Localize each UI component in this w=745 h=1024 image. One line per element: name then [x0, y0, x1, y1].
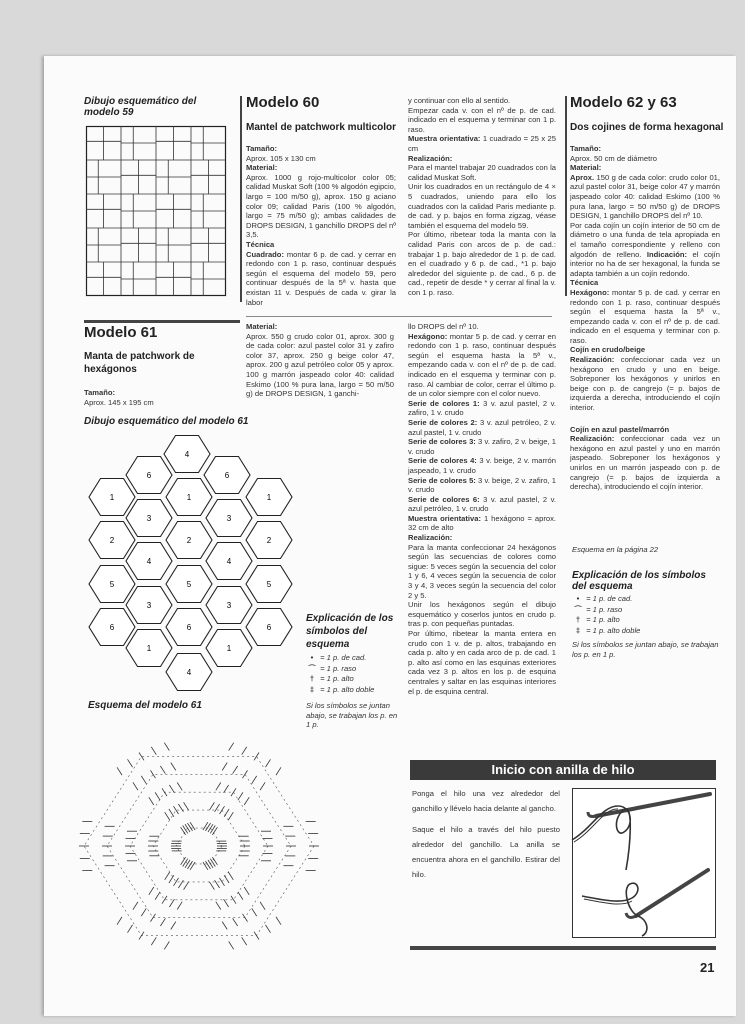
hexagon-number: 3 [146, 601, 152, 610]
chart-stitch [133, 782, 138, 790]
hexagon-number: 1 [109, 493, 115, 502]
m6263-bold: Cojín en crudo/beige [570, 345, 646, 355]
chart-stitch [184, 802, 189, 810]
m61-legend-item: ‡ = 1 p. alto doble [306, 685, 398, 696]
m6263-bold: Material: [570, 163, 602, 173]
m61c2-para: llo DROPS del nº 10. [408, 322, 479, 331]
chart-stitch [149, 887, 154, 895]
chart-stitch [224, 809, 229, 817]
chart-stitch [155, 792, 160, 800]
m6263-symbol-icon: • [576, 594, 580, 603]
m6263-symbol-icon: † [575, 615, 581, 624]
chart-stitch [215, 804, 220, 812]
chart-stitch [169, 875, 174, 883]
m6263-bold: Realización: [570, 434, 615, 444]
m60c1-bold: Tamaño: [246, 144, 278, 153]
m61-symbol-icon: ⌒ [308, 663, 316, 673]
chart-stitch [266, 925, 271, 933]
m61c2-para: Serie de colores 1: 3 v. azul pastel, 2 v. zafiro, 1 v. crudo [408, 398, 556, 418]
m6263-para: Realización: confeccionar cada vez un hexágono en crudo y uno en beige. Sobreponer los hexágonos y unirlos en beige con p. de cangrejo (= p. bajos de izquierda a derecha, introduciendo el cojín interior. [570, 355, 720, 413]
m61c1-bold: Material: [246, 322, 278, 331]
m61c2-para: Muestra orientativa: 1 hexágono = aprox. 32 cm de alto [408, 513, 556, 533]
hexagon-number: 6 [224, 471, 230, 480]
chart-stitch [229, 743, 234, 751]
chart-stitch [162, 788, 167, 796]
m6263-symbol-icon: ‡ [575, 625, 581, 635]
chart-stitch [117, 917, 122, 925]
hexagon-number: 2 [109, 536, 115, 545]
m61-size-label: Tamaño: [84, 388, 116, 397]
m61c2-para: Serie de colores 5: 3 v. beige, 2 v. zafiro, 1 v. crudo [408, 475, 556, 495]
m6263-para: Realización: confeccionar cada vez un hexágono en azul pastel y uno en marrón jaspeado. Sobreponer los hexágonos y unirlos en un marrón jaspeado con p. de cangrejo (= p. bajos de izquierda a derecha), introduciendo el cojín interior. [570, 434, 720, 492]
hexagon-number: 6 [266, 623, 272, 632]
chart-stitch [224, 785, 229, 793]
chart-stitch [252, 776, 257, 784]
hexagon-number: 1 [266, 493, 272, 502]
m6263-bold: Hexágono: [570, 287, 610, 297]
chart-stitch [178, 804, 183, 812]
m6263-bold: Aprox. [570, 172, 595, 182]
hexagon-number: 4 [226, 557, 232, 566]
m6263-bold: Realización: [570, 355, 615, 365]
m61-legend-item: • = 1 p. de cad. [306, 653, 398, 664]
chart-stitch [224, 899, 229, 907]
m60c1-para: Aprox. 1000 g rojo-multicolor color 05; calidad Muskat Soft (100 % algodón egipcio, largo = 100 m/50 g), aprox. 150 g aciano color 09; calidad Paris (100 % algodón, largo = 75 m/50 g); ambas calidades de DROPS DESIGN, 1 ganchillo DROPS del nº 3,5. [246, 172, 396, 240]
m60c2-para: Unir los cuadrados en un rectángulo de 4 × 5 cuadrados, uniendo para ello los cuadrados con la calidad Paris mediante p. de cad. y p. bajos en forma zigzag, véase también el esquema del modelo 59. [408, 182, 556, 230]
m59-diagram-title: Dibujo esquemático del modelo 59 [84, 96, 197, 118]
chart-stitch [151, 770, 156, 778]
chart-stitch [222, 922, 227, 930]
m60c1-bold: Material: [246, 163, 278, 173]
m6263-symbol-icon: ⌒ [574, 604, 582, 614]
chart-stitch [228, 872, 233, 880]
chart-stitch [149, 797, 154, 805]
chart-stitch [209, 882, 214, 890]
chart-stitch [238, 792, 243, 800]
m61c2-bold: Serie de colores 2: [408, 417, 478, 427]
m6263-page-ref: Esquema en la página 22 [572, 545, 659, 554]
chart-stitch [276, 767, 281, 775]
m6263-bold: Cojín en azul pastel/marrón [570, 424, 670, 434]
chart-stitch [216, 902, 221, 910]
chart-stitch [216, 783, 221, 791]
chart-stitch [184, 882, 189, 890]
hexagon-number: 4 [186, 668, 192, 677]
m6263-para: Por cada cojín un cojín interior de 50 cm de diámetro o una funda de tela apropiada en el tamaño correspondiente y relleno con algodón de relleno. Indicación: el cojín interior no ha de ser hexagonal, la funda se adapta también a un cojín redondo. [570, 220, 720, 278]
m61-legend-item: † = 1 p. alto [306, 674, 398, 685]
chart-stitch [220, 878, 225, 886]
hexagon-number: 1 [186, 493, 192, 502]
m60c2-bold: Muestra orientativa: [408, 134, 481, 144]
chart-stitch [233, 766, 238, 774]
hexagon-number: 1 [226, 644, 232, 653]
chart-stitch [164, 743, 169, 751]
m61-symbol-icon: • [310, 653, 314, 662]
hexagon-number: 5 [266, 580, 272, 589]
m61-title: Modelo 61 [84, 324, 158, 341]
chart-stitch [252, 908, 257, 916]
inicio-banner: Inicio con anilla de hilo [410, 760, 716, 780]
chart-stitch [178, 880, 183, 888]
chart-stitch [242, 937, 247, 945]
chart-stitch [169, 809, 174, 817]
chart-stitch [254, 932, 259, 940]
chart-stitch [151, 937, 156, 945]
m61c2-para: Serie de colores 6: 3 v. azul pastel, 2 v. azul petróleo, 1 v. crudo [408, 494, 556, 514]
m61c2-bold: Serie de colores 1: [408, 398, 480, 408]
m60c2-para: Para el mantel trabajar 20 cuadrados con la calidad Muskat Soft. [408, 163, 556, 182]
inicio-para: Ponga el hilo una vez alrededor del ganchillo y llévelo hacia delante al gancho. [412, 789, 560, 813]
m61c2-para: Por último, ribetear la manta entera en crudo con 1 v. de p. altos, trabajando en cada p. alto y en cada arco de p. de cad. 1 p. alto así como en las esquinas exteriores cada vez 3 p. altos en los p. de esquina centrales y saltar en las esquinas interiores el p. de esquina central. [408, 629, 556, 696]
m6263-para: Aprox. 50 cm de diámetro [570, 153, 657, 163]
m61-subtitle: Manta de patchwork de hexágonos [84, 351, 195, 375]
chart-stitch [165, 872, 170, 880]
m6263-para: Aprox. 150 g de cada color: crudo color 01, azul pastel color 31, beige color 47 y marrón jaspeado color 40: calidad Eskimo (100 % pura lana, largo = 50 m/50 g) de DROPS DESIGN, 1 ganchillo DROPS del nº 10. [570, 172, 720, 221]
chart-stitch [244, 797, 249, 805]
m60c2-bold: Realización: [408, 153, 453, 163]
chart-stitch [220, 806, 225, 814]
m60-subtitle: Mantel de patchwork multicolor [246, 122, 397, 133]
m61-chart-title: Esquema del modelo 61 [88, 700, 202, 711]
m60-title: Modelo 60 [246, 94, 320, 111]
m61c2-para: Hexágono: montar 5 p. de cad. y cerrar en redondo con 1 p. raso, continuar después según el esquema hasta la 5ª v., empezando cada v. con el nº de p. de cad. indicado en el esquema y terminar con p. raso. Al cambiar de color, cerrar el último p. de un color siempre con el color nuevo. [408, 331, 556, 399]
m6263-legend-item: † = 1 p. alto [572, 615, 722, 626]
m6263-subtitle: Dos cojines de forma hexagonal [570, 122, 724, 133]
yarn-loop-illustration [572, 788, 716, 938]
chart-stitch [260, 782, 265, 790]
chart-stitch [164, 942, 169, 950]
m6263-legend-item: ⌒ = 1 p. raso [572, 605, 722, 616]
hexagon-number: 4 [146, 557, 152, 566]
chart-stitch [139, 932, 144, 940]
hexagon-number: 2 [186, 536, 192, 545]
chart-stitch [165, 812, 170, 820]
hexagon-number: 6 [146, 471, 152, 480]
inicio-text [412, 786, 560, 888]
m61c2-bold: Serie de colores 5: [408, 475, 476, 485]
chart-round [176, 828, 222, 864]
chart-stitch [266, 759, 271, 767]
m6263-legend-note: Si los símbolos se juntan abajo, se trabajan los p. en 1 p. [572, 640, 719, 659]
chart-stitch [171, 763, 176, 771]
chart-stitch [222, 763, 227, 771]
chart-stitch [171, 922, 176, 930]
hexagon-number: 6 [109, 623, 115, 632]
m61c2-para: Unir los hexágonos según el dibujo esquemático y coserlos juntos en crudo p. tras p. con pequeñas puntadas. [408, 600, 556, 629]
hexagon-number: 2 [266, 536, 272, 545]
m6263-legend-title: Explicación de los símbolos del esquema [572, 570, 706, 592]
m61-symbol-icon: ‡ [309, 684, 315, 694]
chart-stitch [209, 802, 214, 810]
chart-stitch [254, 753, 259, 761]
m6263-para: Hexágono: montar 5 p. de cad. y cerrar en redondo con 1 p. raso, continuar después según el esquema hasta la 5ª v., empezando cada v. con el nº de p. de cad. indicado en el esquema y terminar con p. raso. [570, 287, 720, 345]
chart-stitch [177, 783, 182, 791]
chart-stitch [243, 770, 248, 778]
hexagon-number: 3 [226, 514, 232, 523]
hexagon-number: 4 [184, 450, 190, 459]
chart-stitch [141, 908, 146, 916]
chart-stitch [224, 875, 229, 883]
m60c2-para: Por último, ribetear toda la manta con la calidad Paris con arcos de p. de cad.: trabajar 1 p. bajo alrededor de 1 p. de cad. en el cuadrado y 6 p. de cad., *1 p. bajo alrededor del siguiente p. de cad., 6 p. de cad., repetir de desde * y cerrar al final la v. con 1 p. raso. [408, 230, 556, 297]
m6263-legend-item: • = 1 p. de cad. [572, 594, 722, 605]
m60c1-para: Aprox. 105 x 130 cm [246, 153, 316, 163]
chart-stitch [244, 887, 249, 895]
hexagon-number: 5 [109, 580, 115, 589]
chart-stitch [155, 892, 160, 900]
m60c2-para: y continuar con ello al sentido. [408, 96, 511, 105]
chart-stitch [242, 747, 247, 755]
chart-stitch [276, 917, 281, 925]
inicio-para: Saque el hilo a través del hilo puesto alrededor del ganchillo. La anilla se encuentra ahora en el ganchillo. Estirar del hilo. [412, 825, 560, 879]
page-number: 21 [700, 960, 715, 975]
m6263-bold: Tamaño: [570, 144, 602, 153]
m61-diagram-title: Dibujo esquemático del modelo 61 [84, 416, 249, 427]
hexagon-number: 5 [186, 580, 192, 589]
chart-stitch [238, 892, 243, 900]
m61c2-bold: Serie de colores 4: [408, 456, 477, 466]
m60c2-para: Muestra orientativa: 1 cuadrado = 25 x 25 cm [408, 134, 556, 153]
chart-round [153, 810, 245, 882]
chart-stitch [228, 812, 233, 820]
m60c1-bold: Cuadrado: [246, 249, 284, 259]
magazine-page [44, 56, 736, 1016]
chart-stitch [229, 942, 234, 950]
m61c2-bold: Muestra orientativa: [408, 513, 482, 523]
chart-stitch [160, 918, 165, 926]
chart-round [84, 756, 314, 935]
hexagon-number: 3 [226, 601, 232, 610]
m61-legend-title: Explicación de los símbolos del esquema [306, 613, 394, 650]
m61c2-para: Serie de colores 4: 3 v. beige, 2 v. marrón jaspeado, 1 v. crudo [408, 456, 556, 475]
m61-size-value: Aprox. 145 x 195 cm [84, 397, 154, 407]
chart-stitch [169, 899, 174, 907]
chart-stitch [231, 788, 236, 796]
m61-legend-item: ⌒ = 1 p. raso [306, 664, 398, 675]
m6263-title: Modelo 62 y 63 [570, 94, 677, 111]
chart-stitch [128, 759, 133, 767]
hexagon-number: 1 [146, 644, 152, 653]
hexagon-number: 3 [146, 514, 152, 523]
chart-stitch [233, 918, 238, 926]
m60c2-para: Empezar cada v. con el nº de p. de cad. indicado en el esquema y terminar con 1 p. raso. [408, 105, 556, 134]
m61c2-bold: Realización: [408, 533, 453, 543]
chart-stitch [169, 785, 174, 793]
chart-stitch [117, 767, 122, 775]
chart-stitch [177, 902, 182, 910]
m61c2-para: Serie de colores 3: 3 v. zafiro, 2 v. beige, 1 v. crudo [408, 437, 556, 456]
chart-stitch [128, 925, 133, 933]
chart-stitch [260, 902, 265, 910]
m61c2-bold: Serie de colores 6: [408, 494, 480, 504]
m6263-bold: Técnica [570, 278, 599, 288]
m61c2-bold: Serie de colores 3: [408, 437, 476, 447]
m61-legend-note: Si los símbolos se juntan abajo, se trabajan los p. en 1 p. [306, 701, 398, 729]
m60c1-bold: Técnica [246, 239, 275, 249]
chart-stitch [141, 776, 146, 784]
m61-symbol-icon: † [309, 674, 315, 683]
m61c2-para: Serie de colores 2: 3 v. azul petróleo, 2 v. azul pastel, 1 v. crudo [408, 417, 556, 437]
m61c2-bold: Hexágono: [408, 331, 448, 341]
chart-stitch [151, 747, 156, 755]
chart-stitch [160, 766, 165, 774]
m6263-legend-item: ‡ = 1 p. alto doble [572, 626, 722, 637]
m61c1-para: Aprox. 550 g crudo color 01, aprox. 300 g de cada color: azul pastel color 31 y zafiro color 37, aprox. 250 g beige color 47, aprox. 200 g azul petróleo color 05 y aprox. 100 g marrón jaspeado color 40: calidad Eskimo (100 % pura lana, largo = 50 m/50 g) de DROPS DESIGN, 1 ganchi- [246, 331, 394, 399]
hexagon-number: 6 [186, 623, 192, 632]
chart-stitch [133, 902, 138, 910]
m60c1-para: Cuadrado: montar 6 p. de cad. y cerrar en redondo con 1 p. raso, continuar después según el esquema del modelo 59, pero continuar después de la 5ª v. hasta que existan 11 v. Después de cada v. girar la labor [246, 249, 396, 307]
chart-stitch [215, 880, 220, 888]
m61c2-para: Para la manta confeccionar 24 hexágonos según las secuencias de colores como sigue: 5 veces según la secuencia del color 1 y 6, 4 veces según la secuencia de color 3 y 4, 3 veces según la secuencia del color 2 y 5. [408, 542, 556, 600]
